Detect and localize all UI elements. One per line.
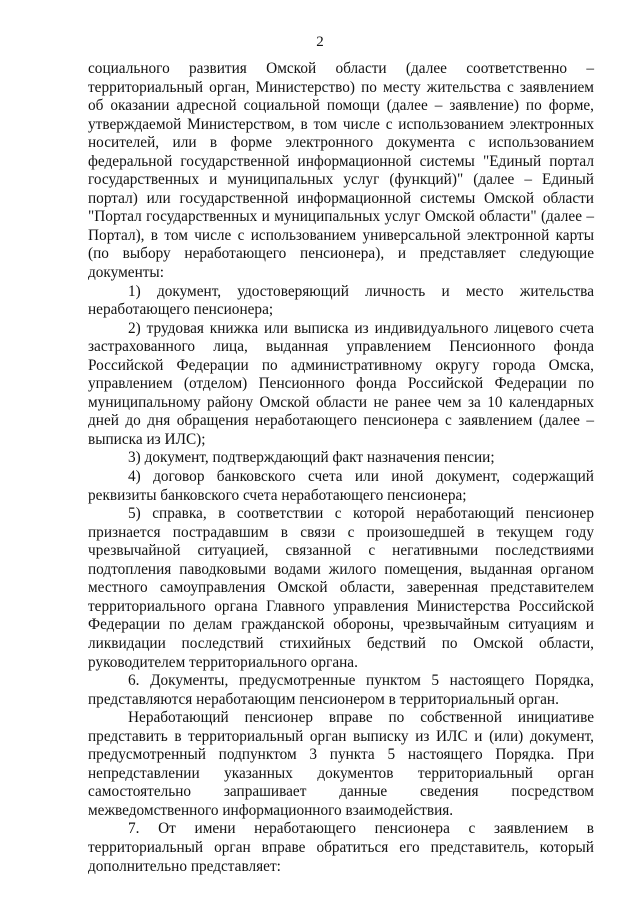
paragraph-item-1: 1) документ, удостоверяющий личность и место жительства неработающего пенсионера; — [88, 282, 594, 319]
paragraph-item-4: 4) договор банковского счета или иной документ, содержащий реквизиты банковского счета неработающего пенсионера; — [88, 468, 594, 504]
paragraph-item-3: 3) документ, подтверждающий факт назначения пенсии; — [128, 449, 495, 467]
paragraph-intro-continuation: социального развития Омской области (далее соответственно – территориальный орган, Министерство) по месту жительства с заявлением об оказании адресной социальной помощи (далее – заявление) по форме, утверждаемой Министерством, в том числе с использованием электронных носителей, или в форме электронного документа с использованием федеральной государственной информационной системы "Единый портал государственных и муниципальных услуг (функций)" (далее – Единый портал) или государственной информационной системы Омской области "Портал государственных и муниципальных услуг Омской области" (далее – Портал), в том числе с использованием универсальной электронной карты (по выбору неработающего пенсионера), и представляет следующие документы: — [88, 60, 594, 282]
paragraph-section-6: 6. Документы, предусмотренные пунктом 5 настоящего Порядка, представляются неработающим пенсионером в территориальный орган. — [88, 672, 594, 708]
paragraph-item-2: 2) трудовая книжка или выписка из индивидуального лицевого счета застрахованного лица, выданная управлением Пенсионного фонда Российской Федерации по административному округу города Омска, управлением (отделом) Пенсионного фонда Российской Федерации по муниципальному району Омской области не ранее чем за 10 календарных дней до дня обращения неработающего пенсионера с заявлением (далее – выписка из ИЛС); — [88, 319, 594, 448]
paragraph-initiative: Неработающий пенсионер вправе по собственной инициативе представить в территориальный орган выписку из ИЛС и (или) документ, предусмотренный подпунктом 3 пункта 5 настоящего Порядка. При непредставлении указанных документов территориальный орган самостоятельно запрашивает данные сведения посредством межведомственного информационного взаимодействия. — [88, 709, 594, 819]
paragraph-item-5: 5) справка, в соответствии с которой неработающий пенсионер признается пострадавшим в связи с произошедшей в текущем году чрезвычайной ситуацией, связанной с негативными последствиями подтопления паводковыми водами жилого помещения, выданная органом местного самоуправления Омской области, заверенная представителем территориального органа Главного управления Министерства Российской Федерации по делам гражданской обороны, чрезвычайным ситуациям и ликвидации последствий стихийных бедствий по Омской области, руководителем территориального органа. — [88, 505, 594, 671]
paragraph-section-7: 7. От имени неработающего пенсионера с заявлением в территориальный орган вправе обратиться его представитель, который дополнительно представляет: — [88, 820, 594, 875]
document-body — [88, 60, 594, 876]
page-number: 2 — [316, 34, 324, 50]
